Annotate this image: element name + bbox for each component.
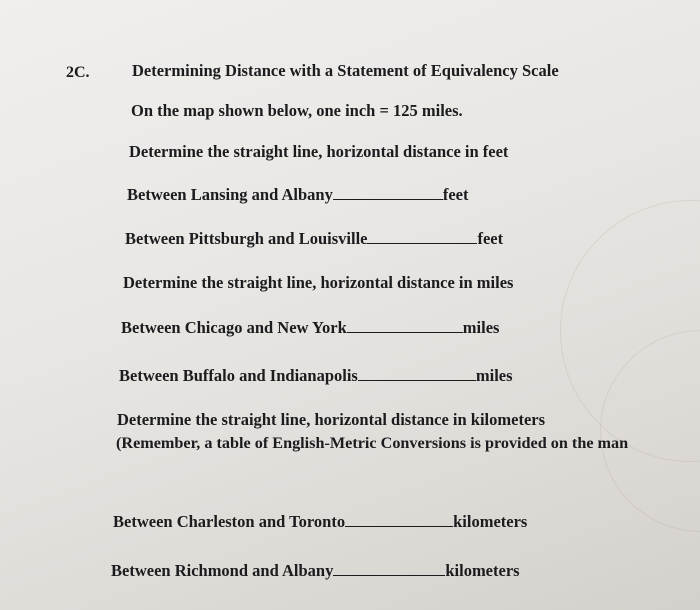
question-chicago-newyork [121,318,499,338]
instruction-kilometers [117,410,545,430]
question-prompt: Between Buffalo and Indianapolis [119,366,358,385]
answer-blank-richmond-albany[interactable] [333,561,445,576]
question-prompt: Between Chicago and New York [121,318,347,337]
answer-blank-chicago-newyork[interactable] [347,318,463,333]
question-prompt: Between Lansing and Albany [127,185,333,204]
instruction-text: Determine the straight line, horizontal distance [117,410,453,429]
question-prompt: Between Charleston and Toronto [113,512,346,531]
answer-unit: kilometers [445,561,520,580]
answer-unit: kilometers [453,512,528,531]
question-prompt: Between Richmond and Albany [111,561,334,580]
answer-blank-buffalo-indianapolis[interactable] [358,366,476,381]
question-number: 2C. [66,64,90,81]
answer-blank-pittsburgh-louisville[interactable] [367,229,477,244]
question-pittsburgh-louisville [125,229,503,249]
answer-unit: feet [477,229,504,248]
scale-statement: On the map shown below, one inch = 125 miles. [131,101,463,120]
worksheet-title: Determining Distance with a Statement of Equivalency Scale [132,61,559,80]
instruction-feet: Determine the straight line, horizontal distance in feet [129,142,509,161]
question-prompt: Between Pittsburgh and Louisville [125,229,368,248]
instruction-emphasis: in kilometers [452,410,546,429]
question-richmond-albany [111,561,520,581]
instruction-emphasis: in miles [458,273,514,292]
question-charleston-toronto [113,512,527,532]
answer-unit: feet [442,185,469,204]
answer-blank-lansing-albany[interactable] [333,185,443,200]
answer-unit: miles [475,366,513,385]
answer-blank-charleston-toronto[interactable] [345,512,453,527]
question-buffalo-indianapolis [119,366,513,386]
instruction-text: Determine the straight line, horizontal distance [123,273,459,292]
conversion-note: (Remember, a table of English-Metric Conversions is provided on the man [116,434,629,452]
question-lansing-albany [127,185,469,205]
instruction-miles [123,273,513,293]
answer-unit: miles [462,318,500,337]
